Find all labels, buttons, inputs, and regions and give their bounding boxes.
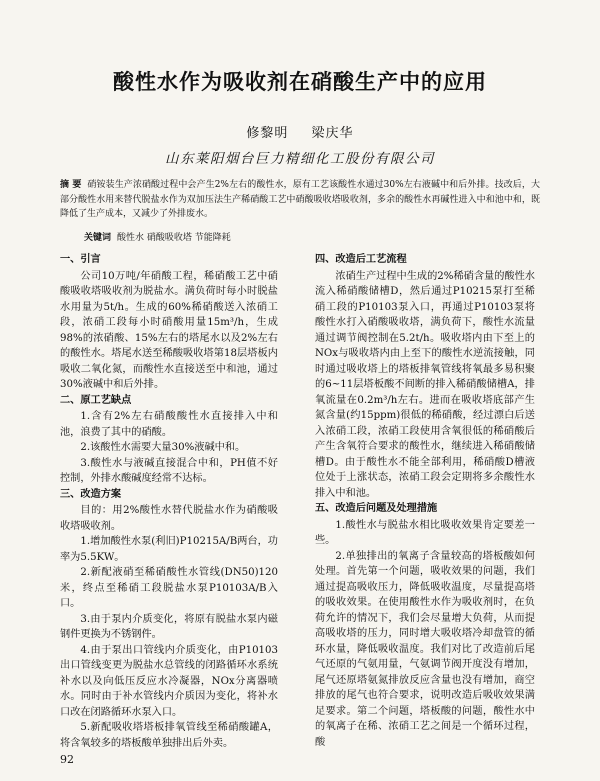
left-paragraph: 3.酸性水与液碱直接混合中和，PH值不好控制，外排水酸碱度经常不达标。 xyxy=(60,457,278,484)
right-heading: 四、改造后工艺流程 xyxy=(315,254,407,265)
left-paragraph: 5.新配吸收塔塔板排氧管线至稀硝酸罐A，将含氧较多的塔板酸单独排出后外卖。 xyxy=(60,722,278,749)
page-number: 92 xyxy=(60,753,74,766)
left-paragraph: 1.含有2%左右硝酸酸性水直接排入中和池，浪费了其中的硝酸。 xyxy=(60,411,278,438)
left-paragraph: 4.由于泵出口管线内介质变化，由P10103出口管线变更为脱盐水总管线的闭路循环水系统补水以及向低压反应水冷凝器，NOx分离器喷水。同时由于补水管线内介质因为变化，将补水口改在闭路循环水泵入口。 xyxy=(60,644,278,718)
left-paragraph: 1.增加酸性水泵(利旧)P10215A/B两台，功率为5.5KW。 xyxy=(60,536,278,563)
right-heading: 五、改造后问题及处理措施 xyxy=(315,503,438,514)
left-paragraph: 2.新配液硝至稀硝酸性水管线(DN50)120米，终点至稀硝工段脱盐水泵P10103A/B入口。 xyxy=(60,567,278,609)
left-paragraph: 目的：用2%酸性水替代脱盐水作为硝酸吸收塔吸收剂。 xyxy=(60,505,278,532)
keywords xyxy=(84,231,524,245)
authors: 修黎明 梁庆华 xyxy=(246,126,354,141)
right-paragraph: 2.单独排出的氧离子含量较高的塔板酸如何处理。首先第一个问题，吸收效果的问题，我们通过提高吸收压力，降低吸收温度，尽量提高塔的吸收效果。在使用酸性水作为吸收剂时，在负荷允许的情况下，我们会尽量增大负荷，从而提高吸收塔的压力，同时增大吸收塔冷却盘管的循环水量，降低吸收温度。我们对比了改造前后尾气还原的气氨用量，气氨调节阀开度没有增加，尾气还原塔氨氮排放反应含量也没有增加，商空排放的尾气也符合要求，说明改造后吸收效果满足要求。第二个问题，塔板酸的问题，酸性水中的氧离子在稀、浓硝工艺之间是一个循环过程，酸 xyxy=(315,550,535,748)
keywords-text: 酸性水 硝酸吸收塔 节能降耗 xyxy=(117,233,231,243)
left-paragraph: 公司10万吨/年硝酸工程，稀硝酸工艺中硝酸吸收塔吸收剂为脱盐水。满负荷时每小时脱盐水用量为5t/h。生成的60%稀硝酸送入浓硝工段，浓硝工段每小时硝酸用量15m³/h，生成98%的浓硝酸、15%左右的塔尾水以及2%左右的酸性水。塔尾水送至稀酸吸收塔第18层塔板内吸收二氧化氮，而酸性水直接送至中和池，通过30%液碱中和后外排。 xyxy=(60,270,278,390)
left-heading: 二、原工艺缺点 xyxy=(60,394,132,406)
left-heading: 三、改造方案 xyxy=(60,488,122,500)
left-paragraph: 2.该酸性水需要大量30%液碱中和。 xyxy=(80,442,246,453)
left-heading: 一、引言 xyxy=(60,254,101,265)
abstract-label: 摘 要 xyxy=(60,180,82,190)
keywords-label: 关键词 xyxy=(84,233,112,243)
article-title: 酸性水作为吸收剂在硝酸生产中的应用 xyxy=(113,70,487,94)
abstract-text: 硝铵装生产浓硝酸过程中会产生2%左右的酸性水，原有工艺该酸性水通过30%左右液碱中和后外排。技改后，大部分酸性水用来替代脱盐水作为双加压法生产稀硝酸工艺中硝酸吸收塔吸收剂，多余的酸性水再碱性进入中和池中和，既降低了生产成本，又减少了外排废水。 xyxy=(60,180,540,220)
affiliation: 山东莱阳烟台巨力精细化工股份有限公司 xyxy=(165,151,435,167)
right-paragraph: 1.酸性水与脱盐水相比吸收效果肯定要差一些。 xyxy=(315,519,535,546)
right-column xyxy=(315,252,535,750)
abstract xyxy=(60,178,540,222)
right-paragraph: 浓硝生产过程中生成的2%稀硝含量的酸性水流入稀硝酸储槽D，然后通过P10215泵打至稀硝工段的P10103泵入口，再通过P10103泵将酸性水打入硝酸吸收塔，满负荷下，酸性水流量通过调节阀控制在5.2t/h。吸收塔内由下至上的NOx与吸收塔内由上至下的酸性水逆流接触，同时通过吸收塔上的塔板排氧管线将氧最多易积聚的6~11层塔板酸不间断的排入稀硝酸储槽A，排氧流量在0.2m³/h左右。进而在吸收塔底部产生氮含量(约15ppm)很低的稀硝酸，经过漂白后送入浓硝工段，浓硝工段使用含氧很低的稀硝酸后产生含氧符合要求的酸性水，继续进入稀硝酸储槽D。由于酸性水不能全部利用，稀硝酸D槽液位处于上涨状态，浓硝工段会定期将多余酸性水排入中和池。 xyxy=(315,270,535,499)
left-paragraph: 3.由于泵内介质变化，将原有脱盐水泵内磁钢件更换为不锈钢件。 xyxy=(60,613,278,640)
left-column xyxy=(60,252,278,751)
